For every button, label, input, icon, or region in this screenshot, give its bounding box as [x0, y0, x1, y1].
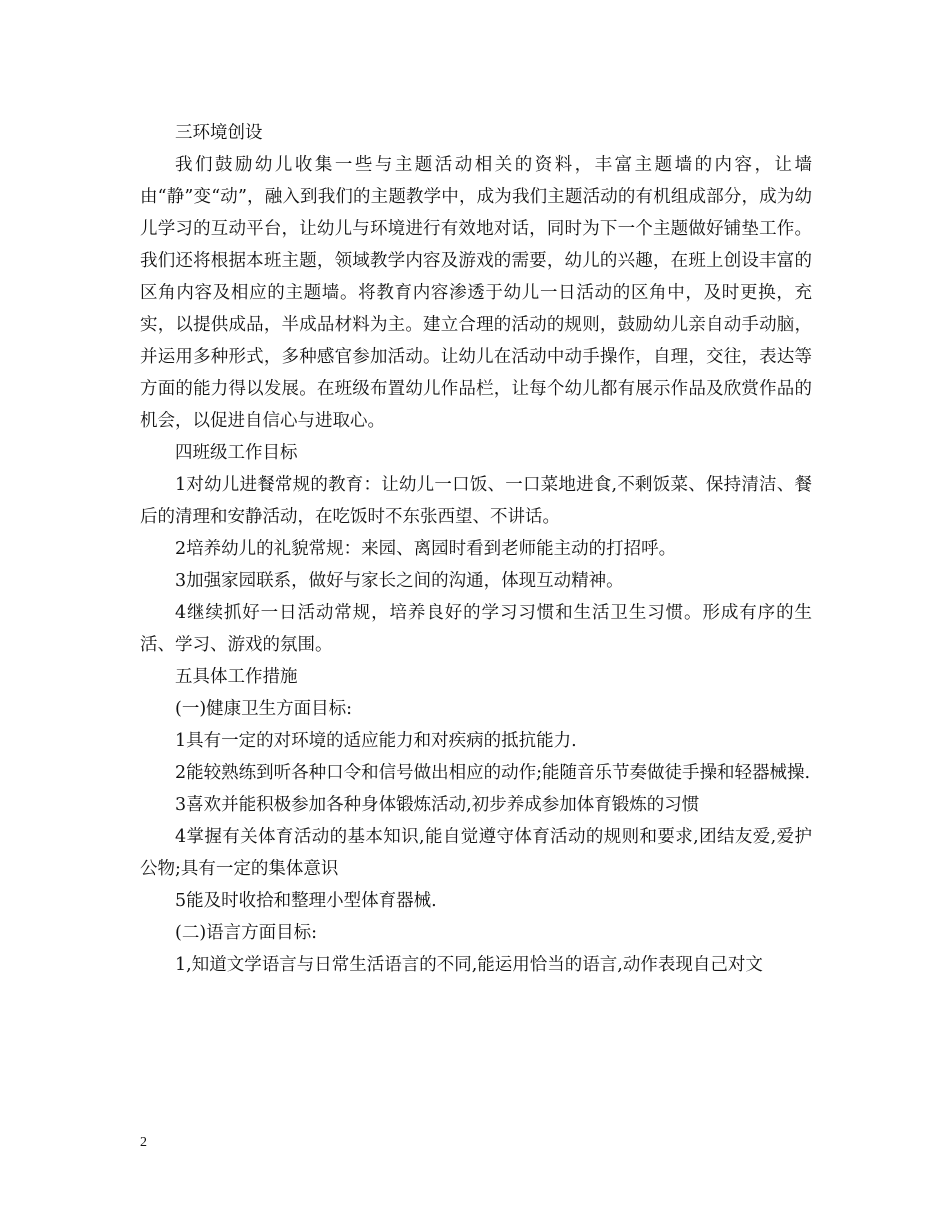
document-body	[140, 117, 812, 981]
section-heading-measures: 五具体工作措施	[175, 667, 298, 687]
health-item-1: 1具有一定的对环境的适应能力和对疾病的抵抗能力.	[175, 731, 577, 751]
goal-item-2: 2培养幼儿的礼貌常规：来园、离园时看到老师能主动的打招呼。	[175, 539, 677, 559]
goal-item-1: 1对幼儿进餐常规的教育：让幼儿一口饭、一口菜地进食,不剩饭菜、保持清洁、餐后的清理和安静活动，在吃饭时不东张西望、不讲话。	[140, 475, 812, 527]
language-item-1: 1,知道文学语言与日常生活语言的不同,能运用恰当的语言,动作表现自己对文	[175, 955, 763, 975]
subheading-language: (二)语言方面目标:	[175, 923, 318, 943]
health-item-5: 5能及时收拾和整理小型体育器械.	[175, 891, 437, 911]
goal-item-3: 3加强家园联系，做好与家长之间的沟通，体现互动精神。	[175, 571, 624, 591]
section-heading-environment: 三环境创设	[175, 123, 263, 143]
paragraph-environment: 我们鼓励幼儿收集一些与主题活动相关的资料，丰富主题墙的内容，让墙由“静”变“动”，融入到我们的主题教学中，成为我们主题活动的有机组成部分，成为幼儿学习的互动平台，让幼儿与环境进行有效地对话，同时为下一个主题做好铺垫工作。我们还将根据本班主题，领域教学内容及游戏的需要，幼儿的兴趣，在班上创设丰富的区角内容及相应的主题墙。将教育内容渗透于幼儿一日活动的区角中，及时更换，充实，以提供成品，半成品材料为主。建立合理的活动的规则，鼓励幼儿亲自动手动脑，并运用多种形式，多种感官参加活动。让幼儿在活动中动手操作，自理，交往，表达等方面的能力得以发展。在班级布置幼儿作品栏，让每个幼儿都有展示作品及欣赏作品的机会，以促进自信心与进取心。	[140, 155, 812, 431]
section-heading-class-goals: 四班级工作目标	[175, 443, 298, 463]
subheading-health: (一)健康卫生方面目标:	[175, 699, 353, 719]
health-item-4: 4掌握有关体育活动的基本知识,能自觉遵守体育活动的规则和要求,团结友爱,爱护公物;具有一定的集体意识	[140, 827, 812, 879]
page-number: 2	[140, 1135, 147, 1150]
health-item-3: 3喜欢并能积极参加各种身体锻炼活动,初步养成参加体育锻炼的习惯	[175, 795, 700, 815]
goal-item-4: 4继续抓好一日活动常规，培养良好的学习习惯和生活卫生习惯。形成有序的生活、学习、游戏的氛围。	[140, 603, 812, 655]
health-item-2: 2能较熟练到听各种口令和信号做出相应的动作;能随音乐节奏做徒手操和轻器械操.	[175, 763, 811, 783]
